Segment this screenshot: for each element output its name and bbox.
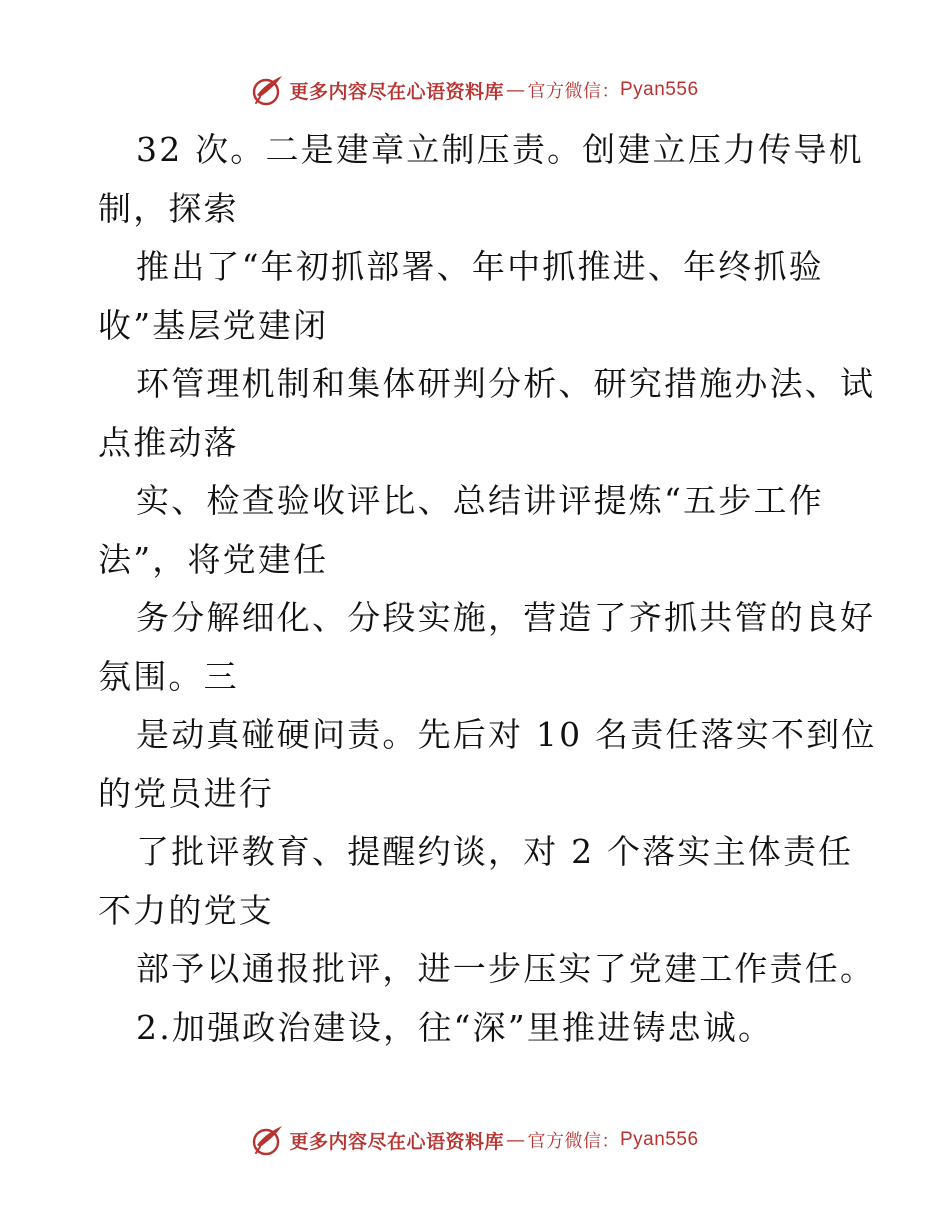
text-line: 的党员进行 [98,773,274,813]
text-line: 氛围。三 [98,656,239,696]
text-line: 32 次。二是建章立制压责。创建立压力传导机 [136,130,864,169]
quill-pen-logo-icon [251,1123,285,1157]
watermark-library-name: 更多内容尽在心语资料库 [289,1130,504,1153]
text-line: 法”，将党建任 [98,539,329,579]
text-line: 制，探索 [98,188,239,228]
watermark-wechat-id: Pyan556 [620,1129,699,1150]
watermark-dash: — [506,79,526,101]
text-line: 推出了“年初抓部署、年中抓推进、年终抓验 [136,247,824,286]
section-heading: 2.加强政治建设，往“深”里推进铸忠诚。 [136,1007,774,1047]
text-line: 是动真碰硬问责。先后对 10 名责任落实不到位 [136,715,877,754]
watermark-wechat-label: 官方微信： [527,81,620,102]
text-line: 了批评教育、提醒约谈，对 2 个落实主体责任 [136,832,854,871]
watermark-wechat-label: 官方微信： [527,1131,620,1152]
watermark-dash: — [506,1129,526,1151]
text-line: 环管理机制和集体研判分析、研究措施办法、试 [136,364,876,403]
footer-watermark [0,1120,950,1160]
text-line: 收”基层党建闭 [98,305,329,345]
text-line: 部予以通报批评，进一步压实了党建工作责任。 [136,949,876,988]
text-line: 点推动落 [98,422,239,462]
text-line: 务分解细化、分段实施，营造了齐抓共管的良好 [136,598,876,637]
text-line: 实、检查验收评比、总结讲评提炼“五步工作 [136,481,824,520]
text-line: 不力的党支 [98,890,274,930]
watermark-library-name: 更多内容尽在心语资料库 [289,80,504,103]
quill-pen-logo-icon [251,73,285,107]
header-watermark [0,70,950,110]
document-body [98,121,877,1057]
watermark-wechat-id: Pyan556 [620,79,699,100]
